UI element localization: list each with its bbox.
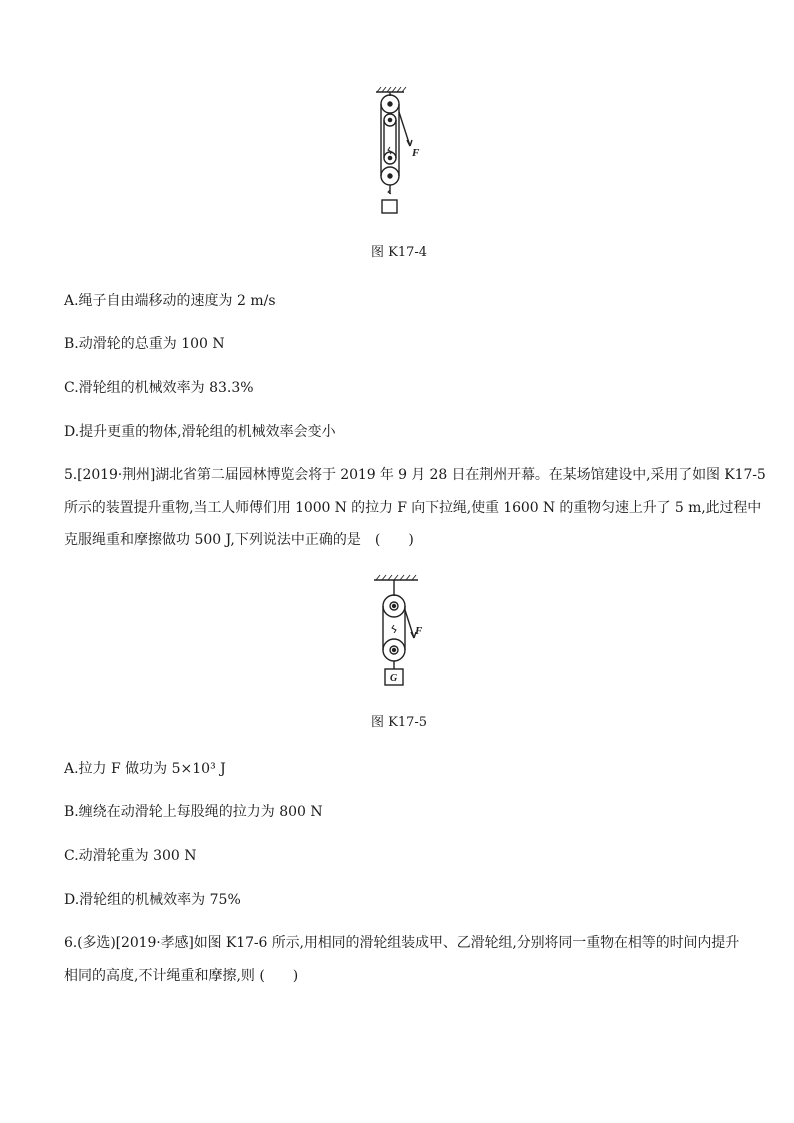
q4-option-d: D.提升更重的物体,滑轮组的机械效率会变小 — [64, 424, 336, 440]
q4-option-b: B.动滑轮的总重为 100 N — [64, 336, 225, 352]
pulley-figure-k17-4 — [360, 82, 430, 218]
q5-stem-line-3: 克服绳重和摩擦做功 500 J,下列说法中正确的是 ( ) — [64, 532, 414, 548]
q4-option-c: C.滑轮组的机械效率为 83.3% — [64, 380, 254, 396]
q5-option-d: D.滑轮组的机械效率为 75% — [64, 892, 241, 908]
figure-caption-k17-4: 图 K17-4 — [371, 245, 428, 260]
q6-stem-line-2: 相同的高度,不计绳重和摩擦,则 ( ) — [64, 968, 299, 984]
q6-stem-line-1: 6.(多选)[2019·孝感]如图 K17-6 所示,用相同的滑轮组装成甲、乙滑轮组,分别将同一重物在相等的时间内提升 — [64, 935, 740, 951]
q4-option-a: A.绳子自由端移动的速度为 2 m/s — [64, 293, 276, 309]
ceiling-hatch — [377, 87, 406, 92]
figure-caption-k17-5: 图 K17-5 — [371, 715, 428, 730]
force-label: F — [415, 625, 423, 637]
pulley-figure-k17-5 — [368, 570, 428, 690]
force-label: F — [412, 147, 420, 159]
q5-option-a: A.拉力 F 做功为 5×10³ J — [64, 761, 226, 777]
q5-option-c: C.动滑轮重为 300 N — [64, 848, 197, 864]
q5-stem-line-2: 所示的装置提升重物,当工人师傅们用 1000 N 的拉力 F 向下拉绳,使重 1600 N 的重物匀速上升了 5 m,此过程中 — [64, 500, 762, 516]
ceiling-hatch — [376, 575, 416, 580]
q5-stem-line-1: 5.[2019·荆州]湖北省第二届园林博览会将于 2019 年 9 月 28 日在荆州开幕。在某场馆建设中,采用了如图 K17-5 — [64, 467, 766, 483]
q5-option-b: B.缠绕在动滑轮上每股绳的拉力为 800 N — [64, 804, 323, 820]
rope-free-end — [399, 112, 410, 146]
weight-label: G — [390, 673, 398, 684]
weight-block — [382, 200, 397, 213]
